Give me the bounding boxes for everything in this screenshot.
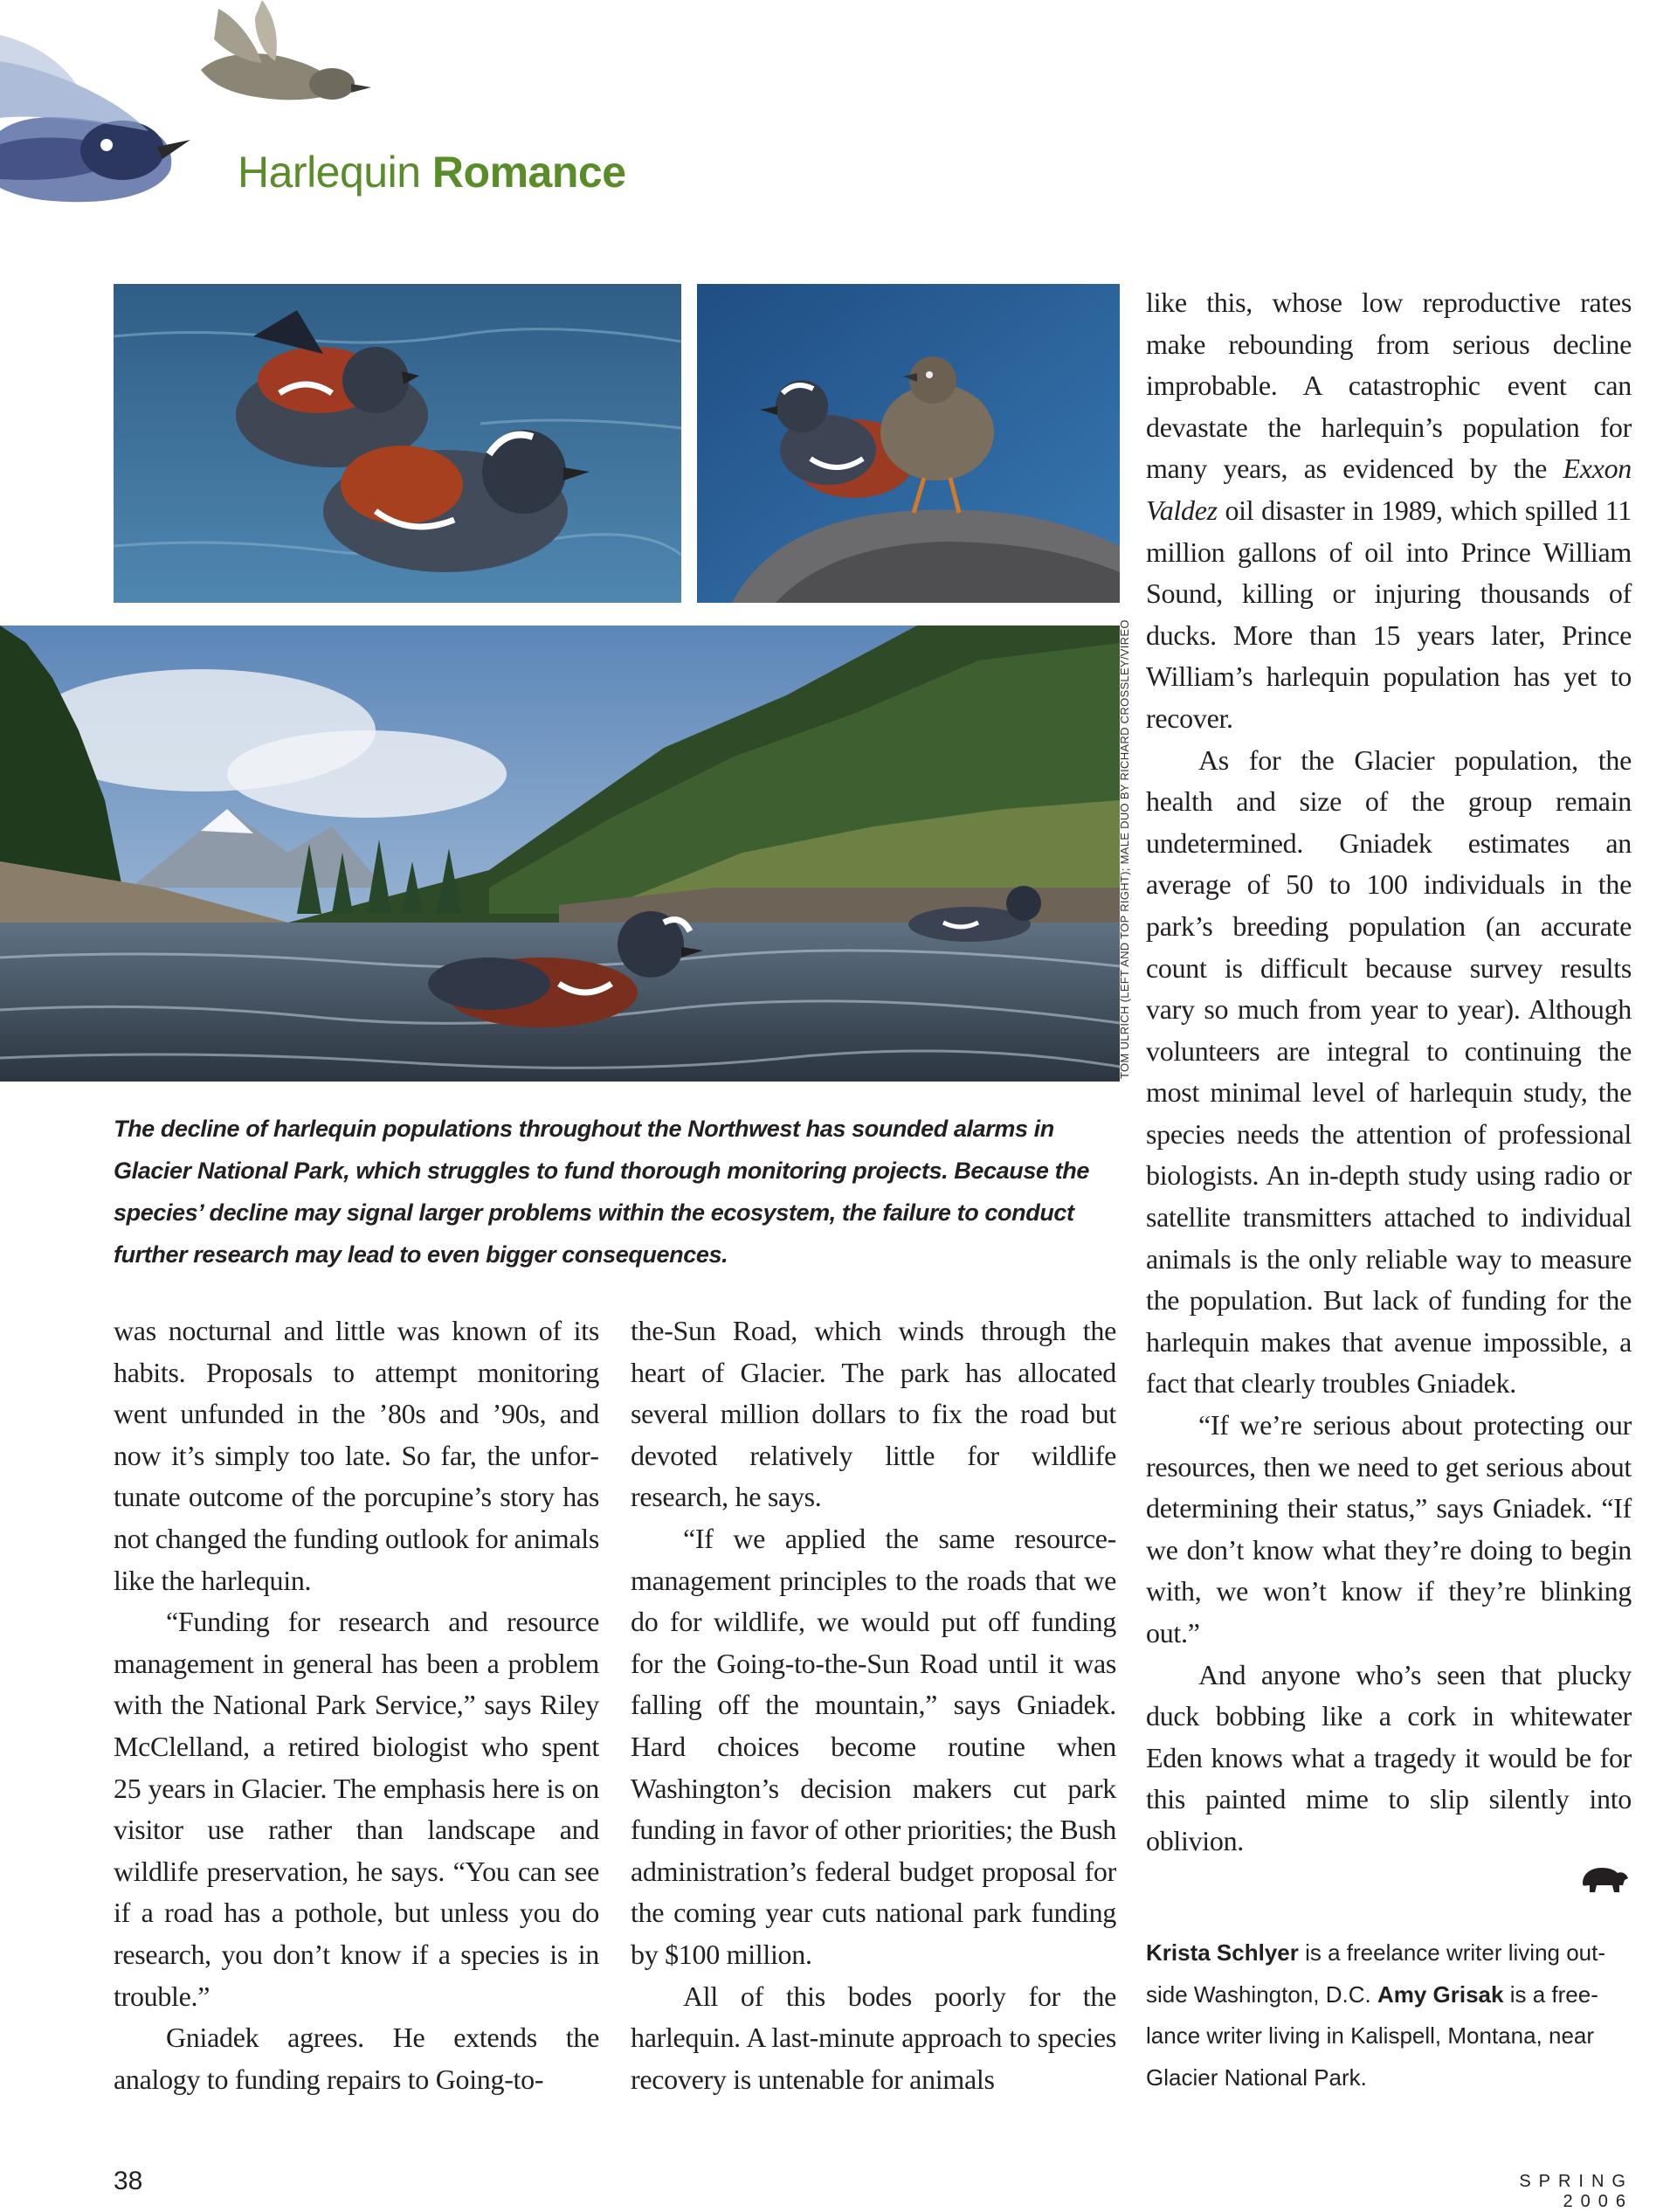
paragraph: As for the Glacier population, the health and size of the group remain undetermined. Gniadek estimates an average of 50 to 100 individuals in the park’s breeding population (an accurate count is difficult because survey results vary so much from year to year). Although volunteers are integral to continuing the most minimal level of harlequin study, the species needs the attention of professional biologists. An in-depth study using radio or satellite transmitters attached to individual animals is the only reliable way to measure the population. But lack of funding for the harlequin makes that avenue impossible, a fact that clearly troubles Gniadek.	[1146, 743, 1632, 1400]
paragraph: “Funding for research and resource management in general has been a problem with the National Park Service,” says Riley McClelland, a retired biologist who spent 25 years in Glacier. The emphasis here is on visitor use rather than landscape and wildlife preservation, he says. “You can see if a road has a pothole, but unless you do research, you don’t know if a species is in trouble.”	[114, 1606, 599, 2012]
text-run: like this, whose low reproductive rates make rebounding from serious decline improbable. A catastrophic event can devastate the harlequin’s population for many years, as evidenced by the	[1146, 287, 1632, 485]
page-number: 38	[114, 2167, 143, 2195]
body-column-3	[1146, 282, 1632, 1863]
author-name: Amy Grisak	[1377, 1980, 1504, 2008]
photo-river-landscape	[0, 626, 1120, 1082]
issue-label: SPRING 2006	[1519, 2172, 1633, 2211]
photo-caption: The decline of harlequin populations throughout the Northwest has sounded alarms in Glacier National Park, which struggles to fund thorough monitoring projects. Because the species’ decline may signal larger problems within the ecosystem, the failure to conduct further research may lead to even bigger consequences.	[114, 1116, 1089, 1268]
bio-text: is a freelance writer living outside Washington, D.C.	[1146, 1939, 1606, 2008]
body-column-1	[114, 1310, 599, 2100]
body-column-2	[631, 1310, 1116, 2100]
paragraph: was nocturnal and little was known of its habits. Proposals to attempt monitoring went unfunded in the ’80s and ’90s, and now it’s simply too late. So far, the unfortunate outcome of the porcupine’s story has not changed the funding outlook for animals like the harlequin.	[114, 1315, 599, 1596]
paragraph: Gniadek agrees. He extends the analogy to funding repairs to Going-to-	[114, 2022, 599, 2095]
bear-icon	[1579, 1861, 1630, 1894]
ship-name: Exxon Valdez	[1146, 453, 1632, 526]
author-name: Krista Schlyer	[1146, 1939, 1299, 1966]
paragraph: the-Sun Road, which winds through the heart of Glacier. The park has allocated several million dollars to fix the road but devoted relatively little for wildlife research, he says.	[631, 1315, 1116, 1513]
photo-ducks-swimming	[114, 284, 681, 603]
photo-credit: TOM ULRICH (LEFT AND TOP RIGHT); MALE DUO BY RICHARD CROSSLEY/VIREO	[1118, 619, 1131, 1079]
paragraph: All of this bodes poorly for the harlequin. A last-minute approach to species recovery is untenable for animals	[631, 1980, 1116, 2095]
kicker-word-1: Harlequin	[238, 148, 421, 197]
text-run: oil disaster in 1989, which spilled 11 million gallons of oil into Prince William Sound, killing or injuring thousands of ducks. More than 15 years later, Prince William’s harlequin population has yet to recover.	[1146, 494, 1632, 734]
author-bio	[1146, 1932, 1632, 2098]
kicker-word-2: Romance	[431, 148, 626, 197]
paragraph: “If we’re serious about protecting our resources, then we need to get serious about determining their status,” says Gniadek. “If we don’t know what they’re doing to begin with, we won’t know if they’re blinking out.”	[1146, 1409, 1632, 1649]
paragraph: “If we applied the same resource-management principles to the roads that we do for wildlife, we would put off funding for the Going-to-the-Sun Road until it was falling off the mountain,” says Gniadek. Hard choices become routine when Washington’s decision makers cut park funding in favor of other priorities; the Bush administration’s federal budget proposal for the coming year cuts national park funding by $100 million.	[631, 1522, 1116, 1970]
paragraph	[1146, 282, 1632, 740]
photo-pair-on-rock	[697, 284, 1120, 603]
bio-text: is a freelance writer living in Kalispell, Montana, near Glacier National Park.	[1146, 1980, 1598, 2091]
section-kicker	[238, 147, 626, 197]
paragraph: And anyone who’s seen that plucky duck bobbing like a cork in whitewater Eden knows what a tragedy it would be for this painted mime to slip silently into oblivion.	[1146, 1658, 1632, 1856]
